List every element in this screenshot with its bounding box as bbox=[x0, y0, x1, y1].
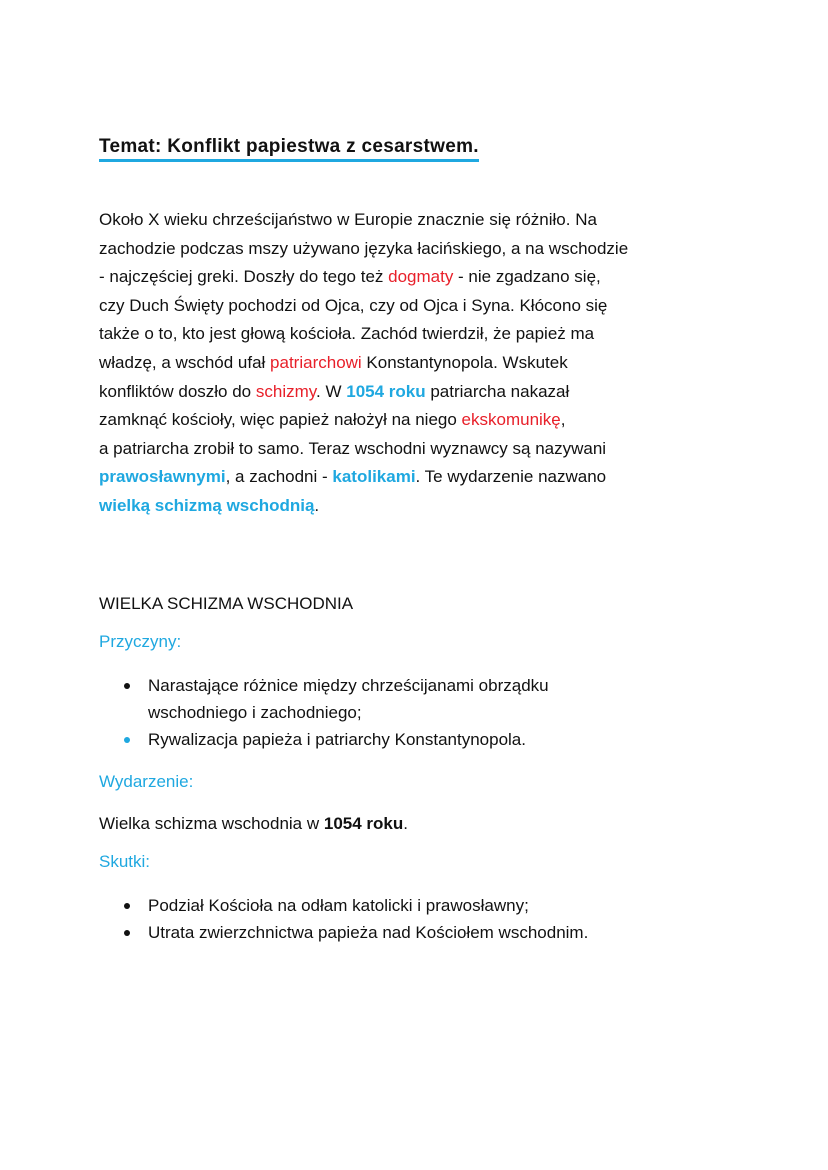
highlight-term-red: ekskomunikę bbox=[461, 410, 561, 430]
list-item bbox=[120, 892, 588, 919]
causes-label: Przyczyny: bbox=[99, 632, 182, 651]
paragraph-text: . W bbox=[316, 381, 347, 401]
topic-title: Temat: Konflikt papiestwa z cesarstwem. bbox=[99, 136, 479, 162]
highlight-term-blue: katolikami bbox=[332, 467, 416, 487]
paragraph-text: , bbox=[560, 410, 566, 430]
paragraph-line bbox=[99, 378, 628, 407]
paragraph-text: zachodzie podczas mszy używano języka łacińskiego, a na wschodzie bbox=[99, 238, 629, 258]
paragraph-text: , a zachodni - bbox=[225, 467, 333, 487]
paragraph-line bbox=[99, 349, 628, 378]
section-heading: WIELKA SCHIZMA WSCHODNIA bbox=[99, 594, 354, 613]
highlight-term-red: patriarchowi bbox=[270, 352, 362, 372]
paragraph-line bbox=[99, 463, 628, 492]
event-label: Wydarzenie: bbox=[99, 772, 194, 791]
highlight-term-red: schizmy bbox=[255, 381, 317, 401]
paragraph-text: - nie zgadzano się, bbox=[453, 267, 601, 287]
paragraph-line bbox=[99, 435, 628, 464]
paragraph-line bbox=[99, 406, 628, 435]
paragraph-text: konfliktów doszło do bbox=[99, 381, 256, 401]
list-item-text: Podział Kościoła na odłam katolicki i prawosławny; bbox=[148, 896, 529, 915]
paragraph-text: czy Duch Święty pochodzi od Ojca, czy od Ojca i Syna. Kłócono się bbox=[99, 295, 608, 315]
highlight-term-red: dogmaty bbox=[388, 267, 454, 287]
paragraph-line bbox=[99, 235, 628, 264]
paragraph-line bbox=[99, 492, 628, 521]
paragraph-line bbox=[99, 206, 628, 235]
list-item-text: wschodniego i zachodniego; bbox=[148, 703, 362, 722]
list-item-text: Narastające różnice między chrześcijanami obrządku bbox=[148, 676, 549, 695]
event-year: 1054 roku bbox=[323, 814, 404, 833]
paragraph-text: patriarcha nakazał bbox=[425, 381, 570, 401]
paragraph-line bbox=[99, 292, 628, 321]
list-item-text: Utrata zwierzchnictwa papieża nad Kościołem wschodnim. bbox=[148, 923, 589, 942]
paragraph-text: także o to, kto jest głową kościoła. Zachód twierdził, że papież ma bbox=[99, 324, 595, 344]
list-item bbox=[120, 726, 549, 753]
paragraph-line bbox=[99, 263, 628, 292]
paragraph-text: Około X wieku chrześcijaństwo w Europie znacznie się różniło. Na bbox=[99, 210, 597, 229]
highlight-term-blue: prawosławnymi bbox=[99, 467, 226, 487]
list-item bbox=[120, 919, 588, 946]
effects-list bbox=[120, 892, 588, 946]
event-text-start: Wielka schizma wschodnia w bbox=[99, 814, 324, 833]
paragraph-text: . bbox=[314, 495, 320, 515]
highlight-term-blue: 1054 roku bbox=[346, 381, 426, 401]
paragraph-text: - najczęściej greki. Doszły do tego też bbox=[99, 267, 389, 287]
highlight-term-blue: wielką schizmą wschodnią bbox=[99, 495, 315, 515]
paragraph-text: władzę, a wschód ufał bbox=[99, 352, 271, 372]
paragraph-text: zamknąć kościoły, więc papież nałożył na niego bbox=[99, 410, 462, 430]
paragraph-text: Konstantynopola. Wskutek bbox=[361, 352, 568, 372]
paragraph-text: . Te wydarzenie nazwano bbox=[415, 467, 607, 487]
intro-paragraph bbox=[99, 206, 628, 521]
event-text bbox=[99, 814, 408, 834]
list-item-text: Rywalizacja papieża i patriarchy Konstantynopola. bbox=[148, 730, 526, 749]
list-item bbox=[120, 672, 549, 726]
causes-list bbox=[120, 672, 549, 753]
paragraph-text: a patriarcha zrobił to samo. Teraz wschodni wyznawcy są nazywani bbox=[99, 438, 607, 458]
event-text-end: . bbox=[403, 814, 408, 833]
paragraph-line bbox=[99, 320, 628, 349]
effects-label: Skutki: bbox=[99, 852, 151, 871]
